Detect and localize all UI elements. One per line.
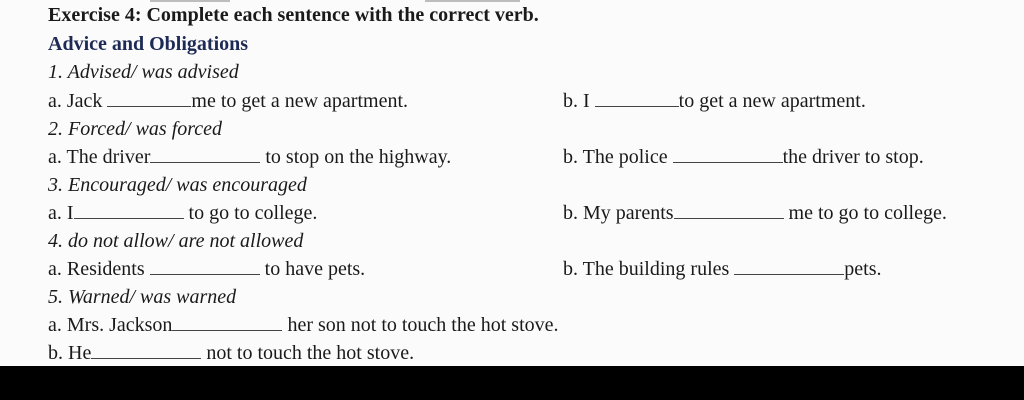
black-bottom-bar	[0, 366, 1024, 400]
item-heading: 2. Forced/ was forced	[48, 118, 223, 140]
item-heading: 5. Warned/ was warned	[48, 286, 237, 308]
sentence-b	[563, 90, 866, 113]
sentence-text: her son not to touch the hot stove.	[282, 314, 559, 336]
sentence-b	[563, 258, 882, 281]
sentence-text: a. I	[48, 202, 74, 224]
exercise-title: Exercise 4: Complete each sentence with the correct verb.	[48, 4, 539, 26]
sentence-text: a. Residents	[48, 258, 150, 280]
sentence-text: a. Mrs. Jackson	[48, 314, 173, 336]
sentence-text: b. I	[563, 90, 595, 112]
sentence-text: to stop on the highway.	[260, 146, 452, 168]
sentence-b	[563, 146, 924, 169]
sentence-text: to have pets.	[259, 258, 366, 280]
sentence-a	[48, 146, 451, 169]
answer-blank[interactable]	[595, 92, 679, 107]
sentence-text: to go to college.	[183, 202, 318, 224]
item-heading: 1. Advised/ was advised	[48, 61, 239, 83]
sentence-a	[48, 314, 559, 337]
sentence-b	[563, 202, 947, 225]
sentence-b	[48, 342, 414, 365]
sentence-text: me to go to college.	[783, 202, 947, 224]
sentence-text: a. The driver	[48, 146, 151, 168]
answer-blank[interactable]	[150, 260, 260, 275]
answer-blank[interactable]	[150, 148, 260, 163]
sentence-a	[48, 202, 317, 225]
sentence-a	[48, 90, 408, 113]
answer-blank[interactable]	[74, 204, 184, 219]
scan-edge-line	[425, 0, 520, 2]
sentence-text: a. Jack	[48, 90, 108, 112]
sentence-text: not to touch the hot stove.	[201, 342, 415, 364]
sentence-text: b. The police	[563, 146, 673, 168]
answer-blank[interactable]	[674, 204, 784, 219]
sentence-text: to get a new apartment.	[678, 90, 866, 112]
answer-blank[interactable]	[91, 344, 201, 359]
sentence-text: b. My parents	[563, 202, 674, 224]
sentence-text: b. The building rules	[563, 258, 735, 280]
answer-blank[interactable]	[673, 148, 783, 163]
sentence-text: pets.	[844, 258, 882, 280]
sentence-text: me to get a new apartment.	[191, 90, 409, 112]
sentence-a	[48, 258, 365, 281]
item-heading: 3. Encouraged/ was encouraged	[48, 174, 307, 196]
sentence-text: b. He	[48, 342, 92, 364]
scan-edge-line	[150, 0, 230, 2]
answer-blank[interactable]	[107, 92, 191, 107]
sentence-text: the driver to stop.	[782, 146, 924, 168]
answer-blank[interactable]	[172, 316, 282, 331]
item-heading: 4. do not allow/ are not allowed	[48, 230, 304, 252]
answer-blank[interactable]	[734, 260, 844, 275]
exercise-subtitle: Advice and Obligations	[48, 33, 249, 55]
